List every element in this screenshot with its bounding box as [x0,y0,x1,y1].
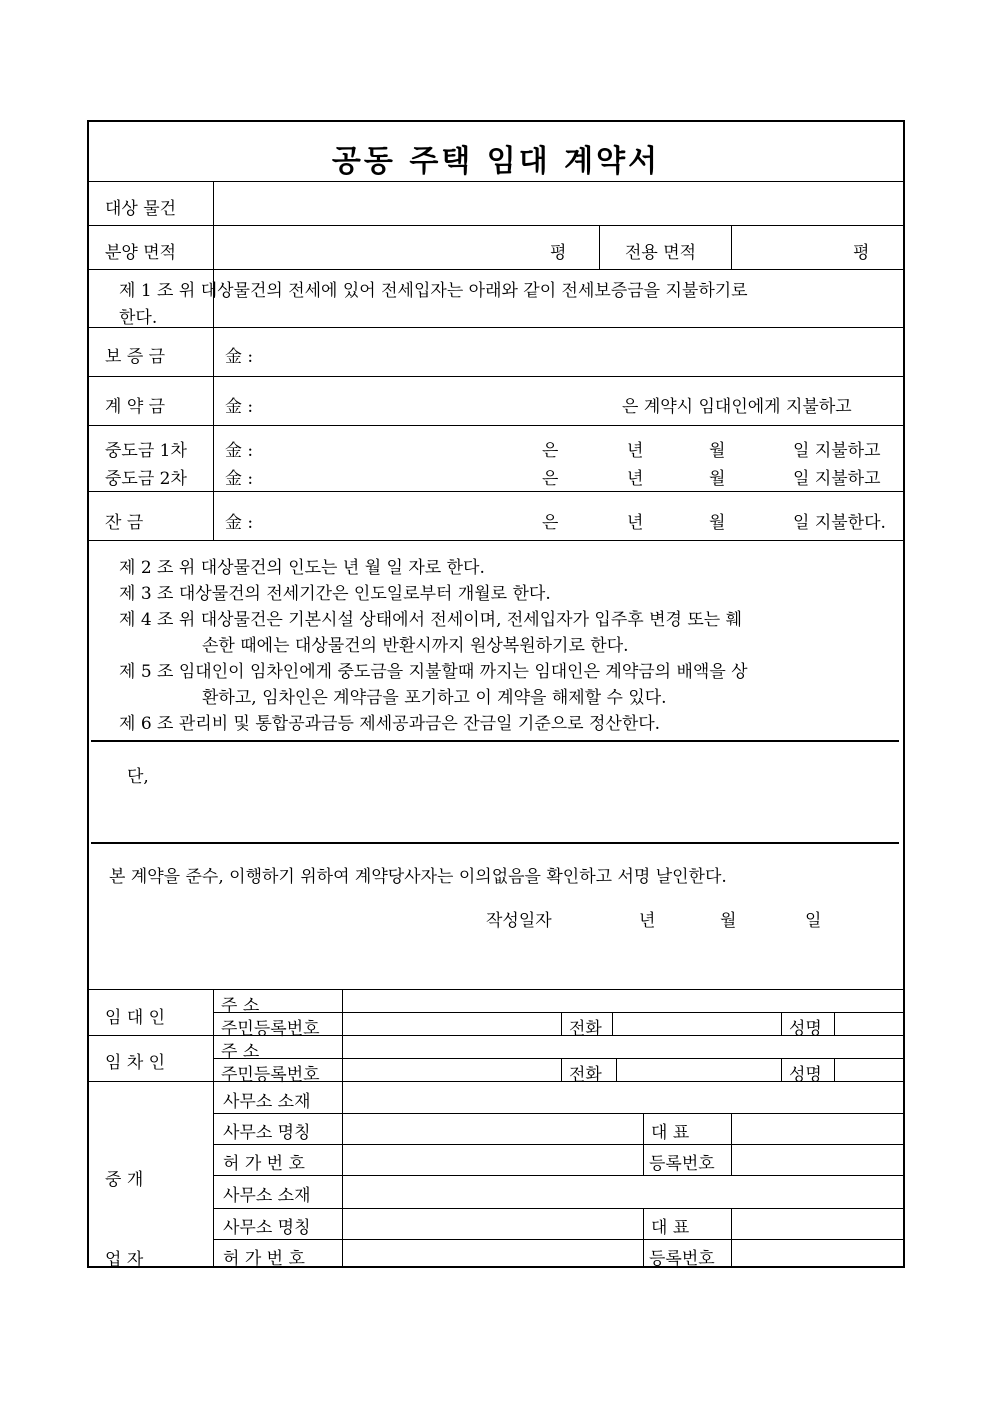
lessor-phone-field[interactable] [615,1014,779,1034]
article-6: 제 6 조 관리비 및 통합공과금등 제세공과금은 잔금일 기준으로 정산한다. [119,714,661,734]
date-year: 년 [639,911,656,931]
proviso-label: 단, [127,767,149,787]
broker-1-rep-field[interactable] [734,1115,901,1141]
contract-payment-note: 은 계약시 임대인에게 지불하고 [622,397,852,417]
contract-payment-label: 계 약 금 [105,397,166,417]
interim-1-amount-field[interactable]: 金 : [225,441,254,461]
balance-year: 년 [627,513,644,533]
contract-payment-amount-field[interactable]: 金 : [225,397,254,417]
date-month: 월 [720,911,737,931]
exclusive-area-field[interactable] [733,227,843,267]
article-3: 제 3 조 대상물건의 전세기간은 인도일로부터 개월로 한다. [119,584,551,604]
article-1-line1: 제 1 조 위 대상물건의 전세에 있어 전세입자는 아래와 같이 전세보증금을 지불하기로 [119,281,748,301]
article-1-line2: 한다. [119,308,158,328]
broker-1-reg-no-label: 등록번호 [649,1154,715,1174]
lessor-address-field[interactable] [345,991,901,1011]
balance-label: 잔 금 [105,513,144,533]
interim-2-eun: 은 [542,469,559,489]
lessor-name-field[interactable] [837,1014,901,1034]
broker-label-top: 중 개 [105,1170,144,1190]
lessee-name-label: 성명 [789,1065,822,1085]
broker-1-office-location-field[interactable] [345,1084,901,1110]
interim-1-eun: 은 [542,441,559,461]
interim-2-day-note: 일 지불하고 [793,469,881,489]
broker-2-office-location-field[interactable] [345,1177,901,1205]
broker-1-office-location-label: 사무소 소재 [223,1092,311,1112]
article-5-line2: 환하고, 임차인은 계약금을 포기하고 이 계약을 해제할 수 있다. [202,688,667,708]
broker-1-license-field[interactable] [345,1146,641,1172]
broker-2-office-name-field[interactable] [345,1210,641,1236]
interim-2-month: 월 [709,469,726,489]
agreement-statement: 본 계약을 준수, 이행하기 위하여 계약당사자는 이의없음을 확인하고 서명 날인한다. [109,867,727,887]
interim-2-label: 중도금 2차 [105,469,187,489]
broker-2-rep-field[interactable] [734,1210,901,1236]
lessor-phone-label: 전화 [569,1019,602,1039]
balance-month: 월 [709,513,726,533]
deposit-amount-field[interactable]: 金 : [225,347,254,367]
lessee-phone-field[interactable] [619,1060,779,1080]
date-day: 일 [805,911,822,931]
deposit-label: 보 증 금 [105,347,166,367]
area-field[interactable] [215,227,545,267]
proviso-field[interactable] [149,752,889,836]
balance-eun: 은 [542,513,559,533]
lessee-phone-label: 전화 [569,1065,602,1085]
lessee-label: 임 차 인 [105,1053,166,1073]
property-field[interactable] [215,183,901,223]
interim-1-year: 년 [627,441,644,461]
interim-1-month: 월 [709,441,726,461]
article-4-line1: 제 4 조 위 대상물건은 기본시설 상태에서 전세이며, 전세입자가 입주후 변경 또는 훼 [119,610,742,630]
article-4-line2: 손한 때에는 대상물건의 반환시까지 원상복원하기로 한다. [202,636,629,656]
article-2: 제 2 조 위 대상물건의 인도는 년 월 일 자로 한다. [119,558,485,578]
lessee-address-label: 주 소 [221,1042,260,1062]
lessor-address-label: 주 소 [221,996,260,1016]
broker-2-reg-no-field[interactable] [734,1241,901,1265]
exclusive-area-label: 전용 면적 [625,243,697,263]
article-5-line1: 제 5 조 임대인이 임차인에게 중도금을 지불할때 까지는 임대인은 계약금의 배액을 상 [119,662,748,682]
balance-amount-field[interactable]: 金 : [225,513,254,533]
broker-1-office-name-label: 사무소 명칭 [223,1123,311,1143]
broker-2-office-name-label: 사무소 명칭 [223,1218,311,1238]
broker-1-rep-label: 대 표 [651,1123,690,1143]
broker-label-bottom: 업 자 [105,1250,144,1270]
broker-1-reg-no-field[interactable] [734,1146,901,1172]
area-unit: 평 [550,243,567,263]
property-label: 대상 물건 [105,199,177,219]
interim-2-amount-field[interactable]: 金 : [225,469,254,489]
lessee-name-field[interactable] [837,1060,901,1080]
broker-2-license-label: 허 가 번 호 [223,1249,305,1269]
broker-2-reg-no-label: 등록번호 [649,1249,715,1269]
broker-2-office-location-label: 사무소 소재 [223,1186,311,1206]
area-label: 분양 면적 [105,243,177,263]
exclusive-area-unit: 평 [853,243,870,263]
broker-2-rep-label: 대 표 [651,1218,690,1238]
lessee-address-field[interactable] [345,1037,901,1057]
broker-1-license-label: 허 가 번 호 [223,1154,305,1174]
lessor-label: 임 대 인 [105,1008,166,1028]
lessee-reg-label: 주민등록번호 [221,1065,320,1085]
broker-1-office-name-field[interactable] [345,1115,641,1141]
date-label: 작성일자 [486,911,552,931]
interim-2-year: 년 [627,469,644,489]
interim-1-label: 중도금 1차 [105,441,187,461]
contract-form [87,120,905,1268]
lessor-reg-label: 주민등록번호 [221,1019,320,1039]
document-title: 공동 주택 임대 계약서 [331,144,661,179]
lessor-reg-field[interactable] [345,1014,559,1034]
broker-2-license-field[interactable] [345,1241,641,1265]
interim-1-day-note: 일 지불하고 [793,441,881,461]
lessor-name-label: 성명 [789,1019,822,1039]
balance-day-note: 일 지불한다. [793,513,886,533]
lessee-reg-field[interactable] [345,1060,559,1080]
